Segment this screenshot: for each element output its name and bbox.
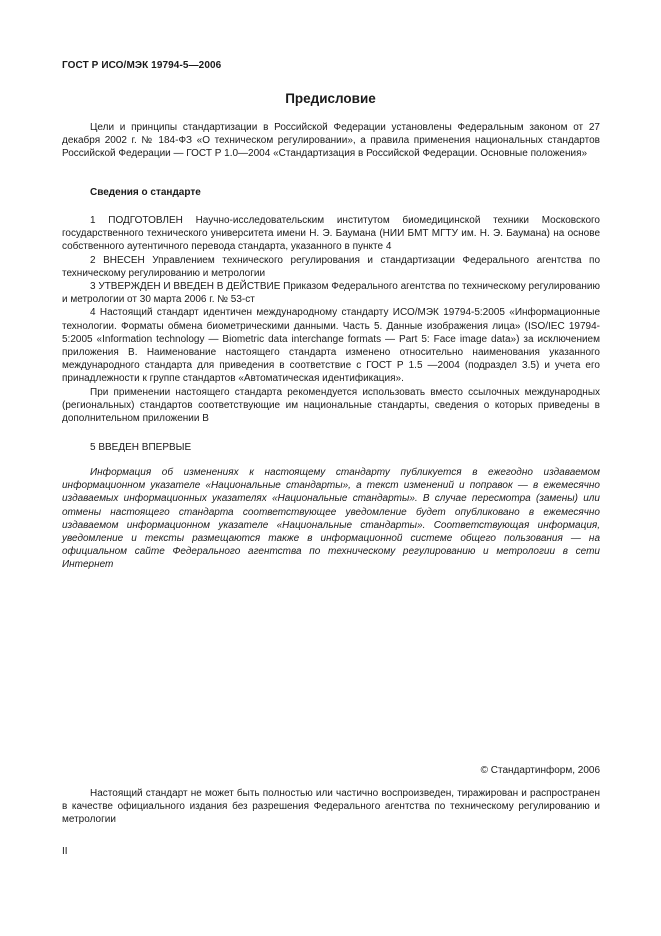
notice-paragraph: Информация об изменениях к настоящему стандарту публикуется в ежегодно издаваемом информационном указателе «Национальные стандарты», а текст изменений и поправок — в ежемесячно издаваемых информационных указателях «Национальные стандарты». В случае пересмотра (замены) или отмены настоящего стандарта соответствующее уведомление будет опубликовано в ежемесячно издаваемом информационном указателе «Национальные стандарты». Соответствующая информация, уведомление и тексты размещаются также в информационной системе общего пользования — на официальном сайте Федерального агентства по техническому регулированию и метрологии в сети Интернет	[62, 467, 600, 571]
intro-paragraph: Цели и принципы стандартизации в Российской Федерации установлены Федеральным законом от 27 декабря 2002 г. № 184-ФЗ «О техническом регулировании», а правила применения национальных стандартов Российской Федерации — ГОСТ Р 1.0—2004 «Стандартизация в Российской Федерации. Основные положения»	[62, 122, 600, 160]
item-4: 4 Настоящий стандарт идентичен международному стандарту ИСО/МЭК 19794-5:2005 «Информационные технологии. Форматы обмена биометрическими данными. Часть 5. Данные изображения лица» (ISO/IEC 19794-5:2005 «Information technology — Biometric data interchange formats — Part 5: Face image data») за исключением приложения В. Наименование настоящего стандарта изменено относительно наименования указанного международного стандарта для приведения в соответствие с ГОСТ Р 1.5 —2004 (подраздел 3.5) и учета его принадлежности к группе стандартов «Автоматическая идентификация».	[62, 307, 600, 385]
notice-block	[62, 466, 600, 572]
item-2: 2 ВНЕСЕН Управлением технического регулирования и стандартизации Федерального агентства по техническому регулированию и метрологии	[62, 254, 600, 279]
reproduction-notice: Настоящий стандарт не может быть полностью или частично воспроизведен, тиражирован и распространен в качестве официального издания без разрешения Федерального агентства по техническому регулированию и метрологии	[62, 788, 600, 826]
section-heading-block	[62, 186, 600, 199]
item-5: 5 ВВЕДЕН ВПЕРВЫЕ	[90, 442, 192, 453]
page-number: II	[62, 846, 68, 857]
item-5-block	[62, 441, 600, 454]
section-heading: Сведения о стандарте	[90, 187, 201, 198]
item-4-note: При применении настоящего стандарта рекомендуется использовать вместо ссылочных международных (региональных) стандартов соответствующие им национальные стандарты, сведения о которых приведены в дополнительном приложении В	[62, 386, 600, 425]
items-block	[62, 214, 600, 425]
item-3: 3 УТВЕРЖДЕН И ВВЕДЕН В ДЕЙСТВИЕ Приказом Федерального агентства по техническому регулированию и метрологии от 30 марта 2006 г. № 53-ст	[62, 281, 600, 306]
page-title: Предисловие	[285, 91, 376, 106]
copyright: © Стандартинформ, 2006	[480, 765, 600, 776]
reproduction-block	[62, 787, 600, 827]
standard-code: ГОСТ Р ИСО/МЭК 19794-5—2006	[62, 60, 222, 71]
intro-block	[62, 121, 600, 161]
item-1: 1 ПОДГОТОВЛЕН Научно-исследовательским институтом биомедицинской техники Московского государственного технического университета имени Н. Э. Баумана (НИИ БМТ МГТУ им. Н. Э. Баумана) на основе собственного аутентичного перевода стандарта, указанного в пункте 4	[62, 215, 600, 253]
